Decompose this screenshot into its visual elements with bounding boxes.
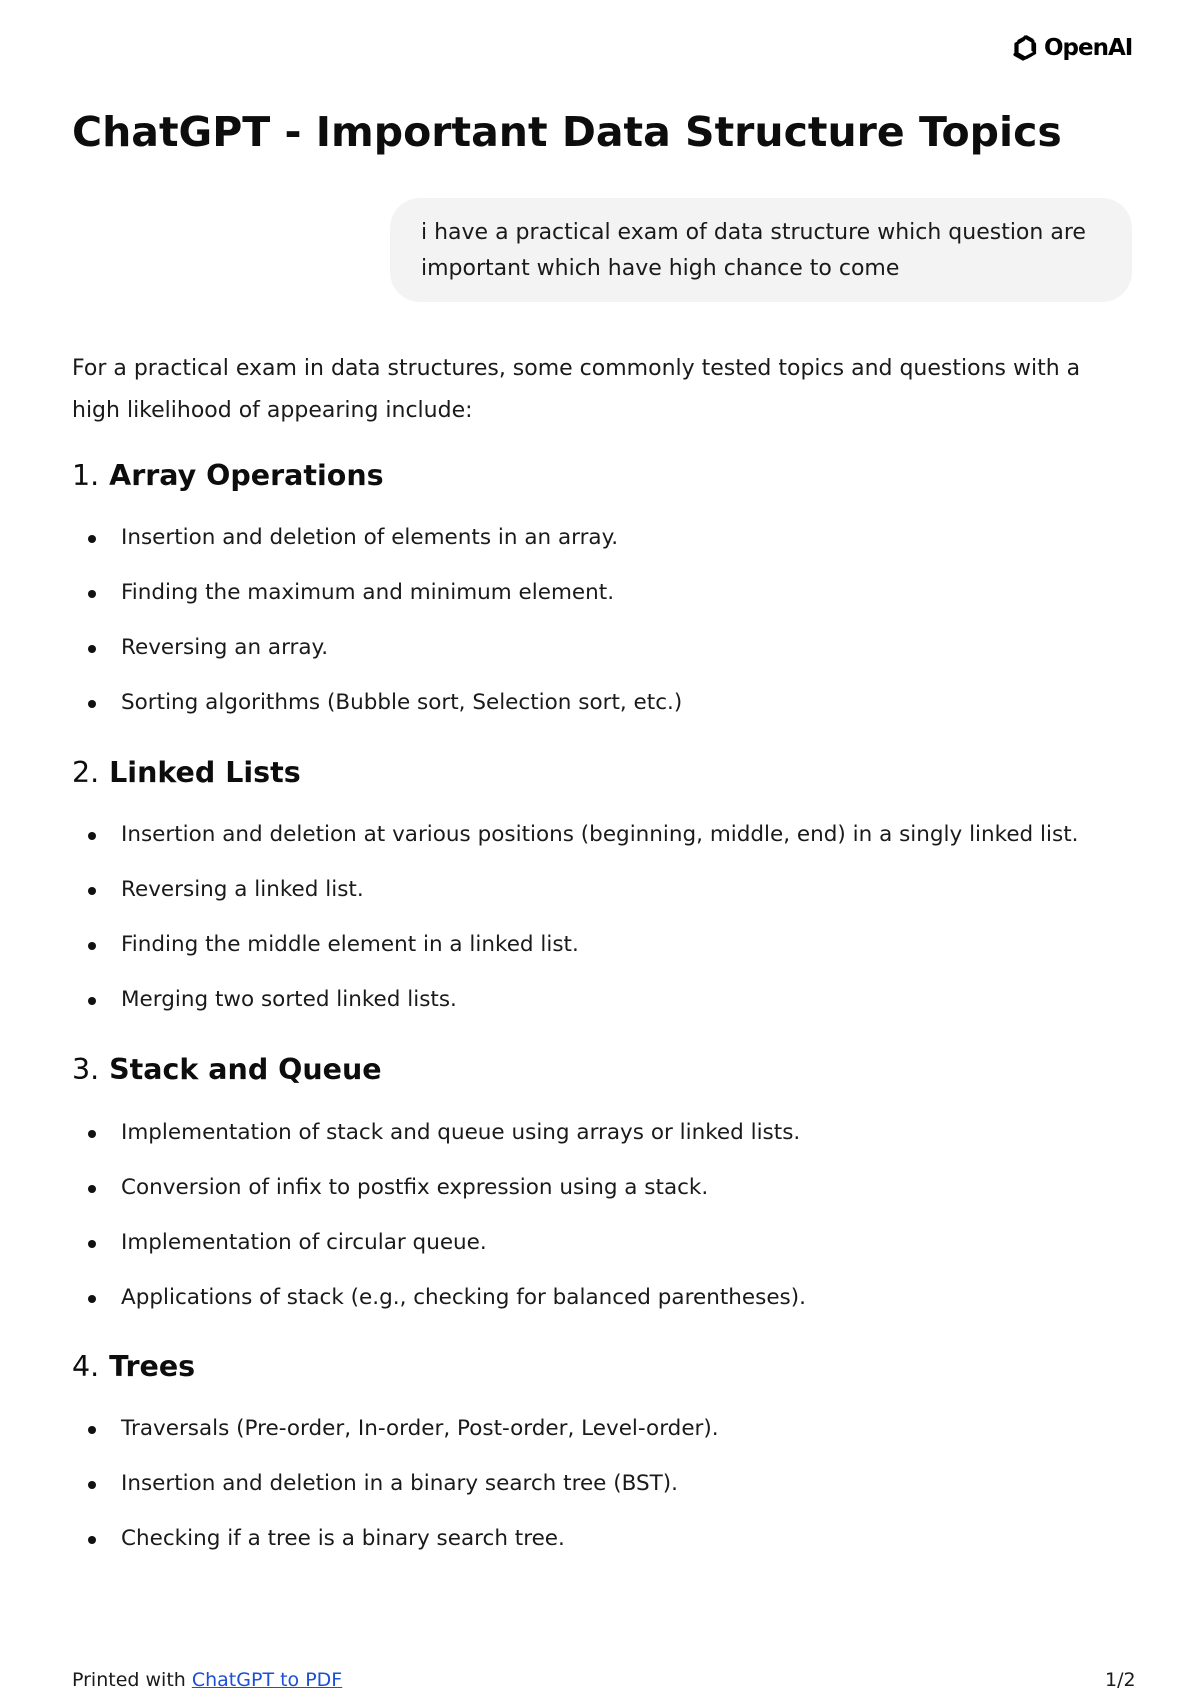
page-number: 1/2 [1105,1669,1136,1691]
bullet-icon [88,645,96,653]
list-item-text: Finding the middle element in a linked list. [121,932,579,957]
chatgpt-to-pdf-link[interactable]: ChatGPT to PDF [191,1669,343,1691]
list-item [72,820,1172,875]
list-item [72,688,1172,743]
bullet-icon [88,1130,96,1138]
list-item-text: Applications of stack (e.g., checking for balanced parentheses). [121,1285,806,1310]
footer [72,1667,342,1693]
section-heading [72,1050,382,1090]
list-item-text: Conversion of infix to postfix expression using a stack. [121,1175,709,1200]
section-heading [72,456,384,496]
list-item-text: Sorting algorithms (Bubble sort, Selection sort, etc.) [121,690,683,715]
bullet-icon [88,535,96,543]
list-item-text: Finding the maximum and minimum element. [121,580,615,605]
list-item [72,523,1172,578]
section-number: 1. [72,459,100,492]
list-item [72,1118,1172,1173]
openai-logo-icon [1010,33,1040,63]
list-item [72,930,1172,985]
bullet-icon [88,700,96,708]
bullet-icon [88,1426,96,1434]
list-item-text: Checking if a tree is a binary search tree. [121,1526,565,1551]
bullet-icon [88,832,96,840]
list-item [72,1524,1172,1579]
list-item-text: Insertion and deletion of elements in an array. [121,525,619,550]
openai-logo-text: OpenAI [1044,35,1133,61]
section-title: Trees [109,1350,196,1383]
bullet-list [72,1118,1172,1338]
section-number: 3. [72,1053,100,1086]
bullet-icon [88,1481,96,1489]
section-title: Linked Lists [109,756,301,789]
list-item-text: Insertion and deletion at various positions (beginning, middle, end) in a singly linked list. [121,822,1079,847]
list-item [72,875,1172,930]
list-item-text: Reversing a linked list. [121,877,364,902]
list-item [72,633,1172,688]
bullet-list [72,523,1172,743]
openai-logo [1010,33,1132,63]
section-heading [72,753,301,793]
bullet-icon [88,1295,96,1303]
page-title: ChatGPT - Important Data Structure Topics [72,108,1062,156]
bullet-icon [88,942,96,950]
section-heading [72,1347,195,1387]
list-item [72,985,1172,1040]
list-item-text: Implementation of stack and queue using arrays or linked lists. [121,1120,801,1145]
assistant-intro: For a practical exam in data structures, some commonly tested topics and questions with a high likelihood of appearing include: [72,356,1081,423]
list-item-text: Reversing an array. [121,635,329,660]
section-number: 4. [72,1350,100,1383]
section-number: 2. [72,756,100,789]
list-item-text: Insertion and deletion in a binary search tree (BST). [121,1471,678,1496]
list-item [72,1414,1172,1469]
list-item [72,1469,1172,1524]
list-item-text: Implementation of circular queue. [121,1230,487,1255]
list-item-text: Merging two sorted linked lists. [121,987,457,1012]
list-item [72,1173,1172,1228]
list-item-text: Traversals (Pre-order, In-order, Post-order, Level-order). [121,1416,719,1441]
list-item [72,1228,1172,1283]
bullet-icon [88,1185,96,1193]
bullet-icon [88,1240,96,1248]
section-title: Stack and Queue [109,1053,382,1086]
bullet-list [72,820,1172,1040]
section-title: Array Operations [109,459,384,492]
bullet-icon [88,590,96,598]
bullet-icon [88,887,96,895]
bullet-icon [88,1536,96,1544]
user-message-text: i have a practical exam of data structure which question are important which have high chance to come [421,220,1086,281]
list-item [72,578,1172,633]
bullet-list [72,1414,1172,1579]
bullet-icon [88,997,96,1005]
list-item [72,1283,1172,1338]
footer-prefix: Printed with [72,1669,192,1691]
user-message-bubble [390,198,1132,302]
